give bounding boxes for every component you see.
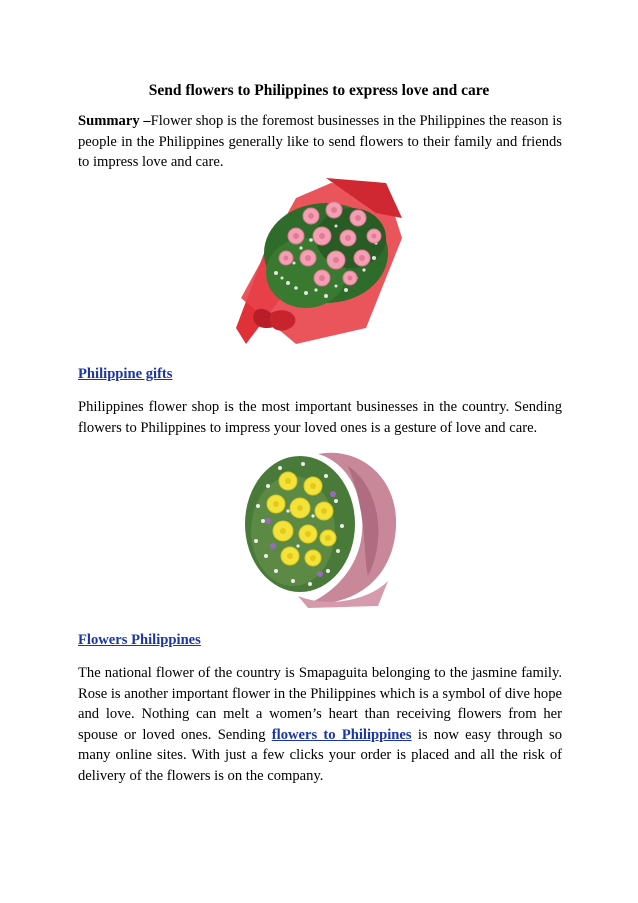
section2-text-before: The national flower of the country is Smapaguita belonging to the jasmine family. Rose is another important flower in the Philippines which is a symbol of dive hope and love. Nothing can melt a women’s heart than receiving flowers from her spouse or loved ones. Sending bbox=[78, 665, 562, 743]
heading-philippine-gifts[interactable]: Philippine gifts bbox=[78, 366, 173, 382]
page-title: Send flowers to Philippines to express love and care bbox=[148, 82, 490, 99]
flowers-to-philippines-link[interactable]: flowers to Philippines bbox=[271, 726, 412, 743]
summary-text: Flower shop is the foremost businesses in the Philippines the reason is people in the Philippines generally like to send flowers to their family and friends to impress love and care. bbox=[78, 113, 562, 170]
heading-flowers-philippines[interactable]: Flowers Philippines bbox=[78, 632, 201, 648]
pink-rose-bouquet-image bbox=[236, 178, 402, 344]
yellow-flower-bouquet-image bbox=[238, 446, 400, 608]
section2-text-after: is now easy through so many online sites. With just a few clicks your order is placed and all the risk of delivery of the flowers is on the company. bbox=[78, 726, 562, 784]
summary-label: Summary – bbox=[78, 113, 151, 129]
section2-paragraph bbox=[78, 663, 562, 786]
section1-paragraph: Philippines flower shop is the most important businesses in the country. Sending flowers to Philippines to impress your loved ones is a gesture of love and care. bbox=[78, 399, 562, 436]
summary-paragraph bbox=[78, 111, 562, 173]
